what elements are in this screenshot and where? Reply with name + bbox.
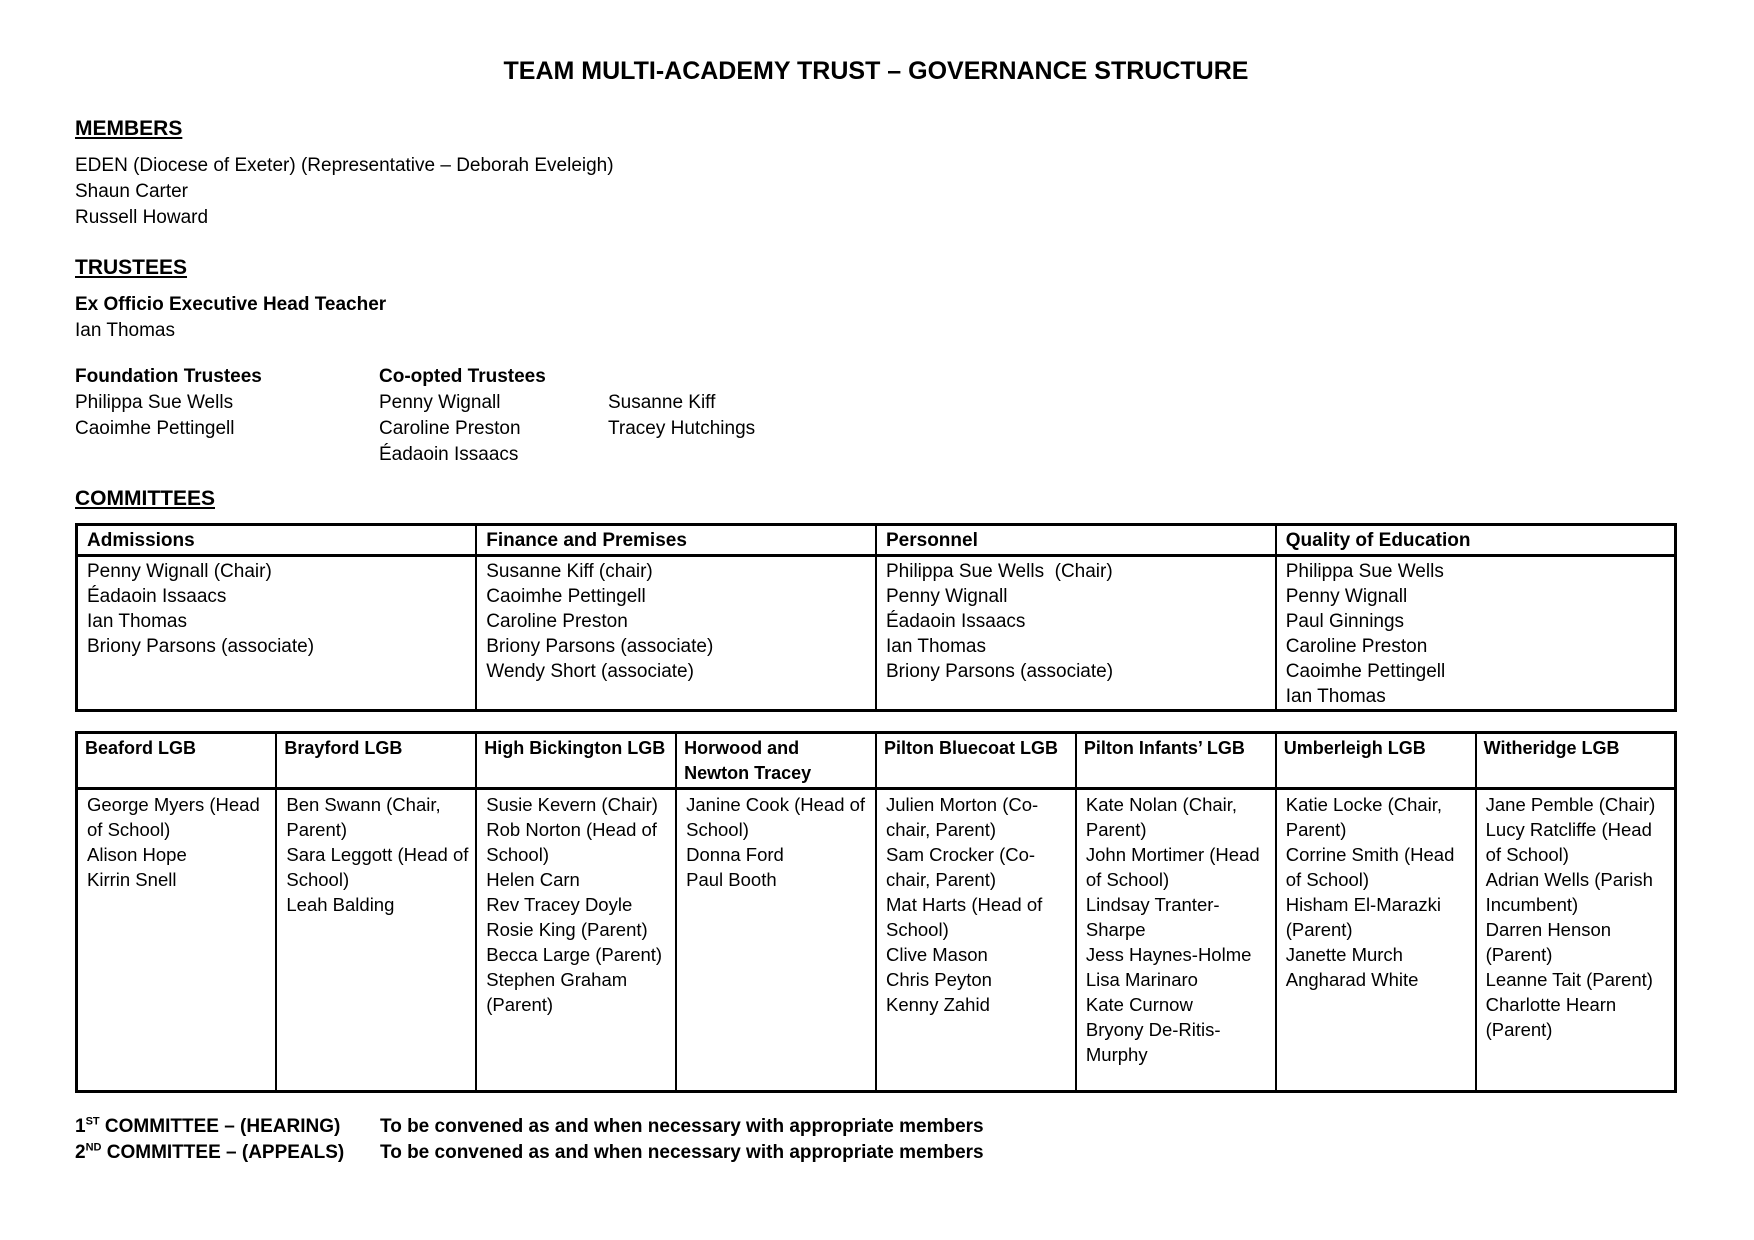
member-name: Philippa Sue Wells <box>1285 561 1444 582</box>
member-name: Rosie King (Parent) <box>486 919 648 940</box>
member-name: Lisa Marinaro <box>1085 969 1198 990</box>
member-name: Susie Kevern (Chair) <box>486 794 658 815</box>
member-name: Paul Booth <box>686 869 777 890</box>
member-name: Briony Parsons (associate) <box>87 636 315 657</box>
committee-column-header: Finance and Premises <box>476 525 876 556</box>
members-list <box>75 153 1677 231</box>
member-name: Philippa Sue Wells (Chair) <box>886 561 1113 582</box>
member-name: Lucy Ratcliffe (Head of School) <box>1485 819 1658 865</box>
lgb-column-header: Umberleigh LGB <box>1276 733 1476 789</box>
committee-column-header: Quality of Education <box>1276 525 1676 556</box>
trustee-name: Caoimhe Pettingell <box>75 418 235 439</box>
member-name: Corrine Smith (Head of School) <box>1285 844 1460 890</box>
member-name: Sam Crocker (Co-chair, Parent) <box>886 844 1036 890</box>
member-entry: EDEN (Diocese of Exeter) (Representative – Deborah Eveleigh) <box>75 155 614 176</box>
member-name: Alison Hope <box>87 844 187 865</box>
committee-body-row <box>77 556 1676 711</box>
member-name: Penny Wignall <box>886 586 1008 607</box>
lgb-members-cell <box>876 789 1076 1092</box>
member-name: Briony Parsons (associate) <box>486 636 714 657</box>
member-name: Rob Norton (Head of School) <box>486 819 663 865</box>
committee-header-row <box>77 525 1676 556</box>
trustee-group <box>379 364 608 468</box>
ex-officio-block <box>75 292 1677 344</box>
lgb-members-cell <box>77 789 277 1092</box>
footer-row <box>75 1114 1677 1140</box>
member-name: Donna Ford <box>686 844 784 865</box>
committee-members-cell <box>1276 556 1676 711</box>
footer-note: To be convened as and when necessary with appropriate members <box>380 1116 984 1137</box>
lgb-column-header: High Bickington LGB <box>476 733 676 789</box>
footer-label: 1ST COMMITTEE – (HEARING) <box>75 1115 341 1137</box>
members-heading: MEMBERS <box>75 117 183 140</box>
lgb-column-header: Horwood and Newton Tracey <box>676 733 876 789</box>
member-name: George Myers (Head of School) <box>87 794 265 840</box>
ex-officio-name: Ian Thomas <box>75 320 175 341</box>
member-name: Katie Locke (Chair, Parent) <box>1285 794 1448 840</box>
trustees-heading: TRUSTEES <box>75 256 188 279</box>
member-name: Kate Curnow <box>1085 994 1193 1015</box>
trustee-group-label: Co-opted Trustees <box>379 366 546 387</box>
member-name: Stephen Graham (Parent) <box>486 969 633 1015</box>
member-name: Jane Pemble (Chair) <box>1485 794 1656 815</box>
member-name: Leah Balding <box>286 894 395 915</box>
member-name: Darren Henson (Parent) <box>1485 919 1617 965</box>
member-name: Sara Leggott (Head of School) <box>286 844 474 890</box>
member-name: Caroline Preston <box>1285 636 1428 657</box>
trustee-name: Susanne Kiff <box>608 392 716 413</box>
trustee-groups <box>75 364 1677 468</box>
lgb-members-cell <box>1276 789 1476 1092</box>
member-name: Kirrin Snell <box>87 869 177 890</box>
member-entry: Russell Howard <box>75 207 209 228</box>
ex-officio-label: Ex Officio Executive Head Teacher <box>75 294 387 315</box>
lgb-body-row <box>77 789 1676 1092</box>
member-name: Caoimhe Pettingell <box>486 586 646 607</box>
member-name: Ben Swann (Chair, Parent) <box>286 794 446 840</box>
footer-ordinal-suffix: ST <box>85 1115 100 1128</box>
lgb-header-row <box>77 733 1676 789</box>
committee-members-cell <box>77 556 477 711</box>
member-name: Ian Thomas <box>1285 686 1386 707</box>
footer-label: 2ND COMMITTEE – (APPEALS) <box>75 1141 345 1163</box>
document-title: TEAM MULTI-ACADEMY TRUST – GOVERNANCE STRUCTURE <box>503 57 1249 85</box>
trustee-group <box>608 364 755 468</box>
committees-table <box>75 523 1677 712</box>
member-name: Mat Harts (Head of School) <box>886 894 1048 940</box>
member-name: Janine Cook (Head of School) <box>686 794 871 840</box>
member-name: Rev Tracey Doyle <box>486 894 633 915</box>
member-name: Ian Thomas <box>886 636 986 657</box>
member-name: Helen Carn <box>486 869 580 890</box>
trustee-name: Tracey Hutchings <box>608 418 756 439</box>
committee-members-cell <box>876 556 1276 711</box>
member-entry: Shaun Carter <box>75 181 189 202</box>
member-name: Becca Large (Parent) <box>486 944 663 965</box>
member-name: Kate Nolan (Chair, Parent) <box>1085 794 1243 840</box>
committee-column-header: Personnel <box>876 525 1276 556</box>
footer-note: To be convened as and when necessary with appropriate members <box>380 1142 984 1163</box>
committees-heading: COMMITTEES <box>75 487 215 510</box>
member-name: Leanne Tait (Parent) <box>1485 969 1653 990</box>
member-name: Susanne Kiff (chair) <box>486 561 653 582</box>
member-name: Bryony De-Ritis-Murphy <box>1085 1019 1221 1065</box>
lgb-column-header: Brayford LGB <box>276 733 476 789</box>
member-name: Caoimhe Pettingell <box>1285 661 1446 682</box>
lgb-members-cell <box>276 789 476 1092</box>
member-name: Janette Murch <box>1285 944 1403 965</box>
member-name: Penny Wignall (Chair) <box>87 561 272 582</box>
member-name: Julien Morton (Co-chair, Parent) <box>886 794 1039 840</box>
member-name: Hisham El-Marazki (Parent) <box>1285 894 1447 940</box>
member-name: Éadaoin Issaacs <box>886 611 1026 632</box>
trustee-name: Philippa Sue Wells <box>75 392 234 413</box>
member-name: Adrian Wells (Parish Incumbent) <box>1485 869 1659 915</box>
member-name: Angharad White <box>1285 969 1419 990</box>
committee-column-header: Admissions <box>77 525 477 556</box>
lgb-members-cell <box>476 789 676 1092</box>
member-name: Ian Thomas <box>87 611 187 632</box>
lgb-column-header: Pilton Infants’ LGB <box>1076 733 1276 789</box>
trustee-group-label: Foundation Trustees <box>75 366 262 387</box>
trustee-name: Éadaoin Issaacs <box>379 444 519 465</box>
lgb-column-header: Witheridge LGB <box>1476 733 1676 789</box>
lgb-column-header: Pilton Bluecoat LGB <box>876 733 1076 789</box>
member-name: Chris Peyton <box>886 969 992 990</box>
member-name: Jess Haynes-Holme <box>1085 944 1252 965</box>
footer-row <box>75 1140 1677 1166</box>
trustee-name: Penny Wignall <box>379 392 501 413</box>
trustee-group <box>75 364 379 468</box>
footer-notes <box>75 1114 1677 1166</box>
member-name: Caroline Preston <box>486 611 628 632</box>
lgb-column-header: Beaford LGB <box>77 733 277 789</box>
member-name: Charlotte Hearn (Parent) <box>1485 994 1622 1040</box>
member-name: John Mortimer (Head of School) <box>1085 844 1265 890</box>
member-name: Éadaoin Issaacs <box>87 586 227 607</box>
member-name: Kenny Zahid <box>886 994 990 1015</box>
lgb-members-cell <box>1476 789 1676 1092</box>
lgb-members-cell <box>676 789 876 1092</box>
trustee-name: Caroline Preston <box>379 418 521 439</box>
member-name: Wendy Short (associate) <box>486 661 694 682</box>
member-name: Clive Mason <box>886 944 988 965</box>
member-name: Lindsay Tranter-Sharpe <box>1085 894 1220 940</box>
member-name: Penny Wignall <box>1285 586 1408 607</box>
footer-ordinal-suffix: ND <box>85 1141 102 1154</box>
member-name: Paul Ginnings <box>1285 611 1405 632</box>
committee-members-cell <box>476 556 876 711</box>
lgb-members-cell <box>1076 789 1276 1092</box>
trustee-group-label <box>608 364 755 390</box>
member-name: Briony Parsons (associate) <box>886 661 1114 682</box>
lgb-table <box>75 731 1677 1093</box>
